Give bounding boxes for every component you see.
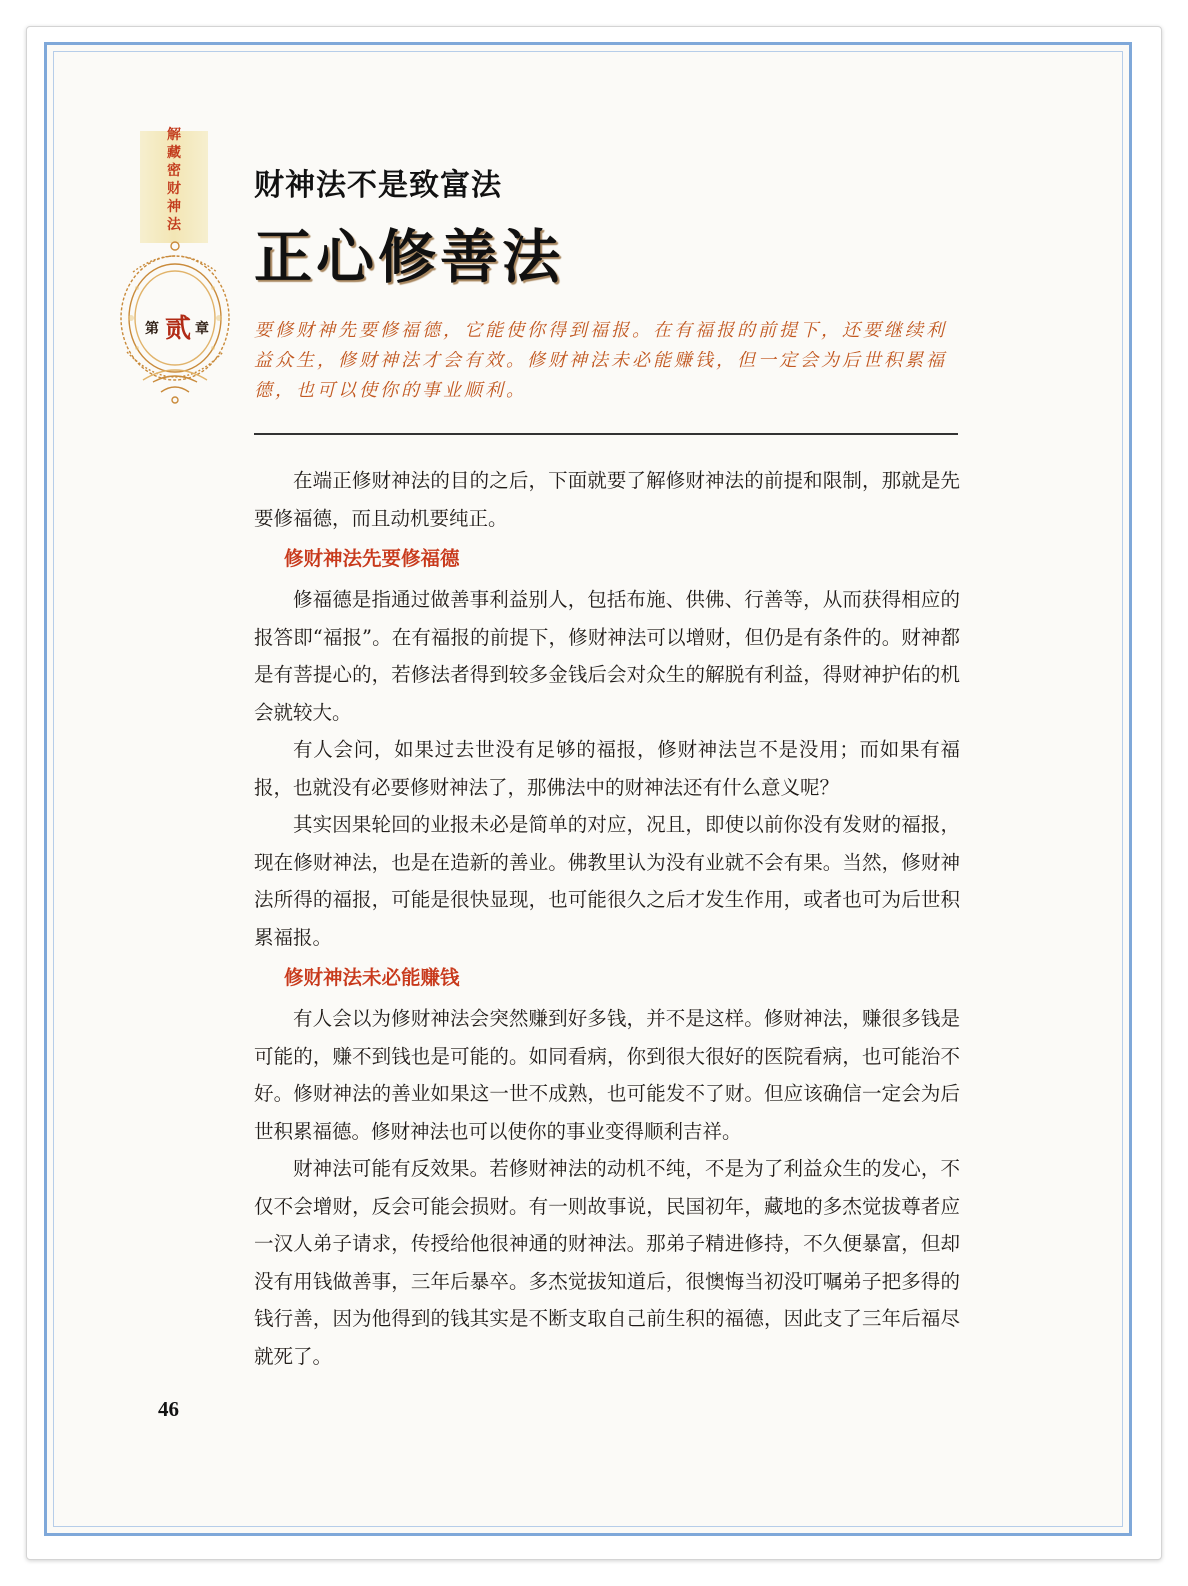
page-number: 46	[158, 1397, 179, 1421]
section-heading: 修财神法未必能赚钱	[284, 966, 460, 989]
section-title: 正心修善法	[254, 223, 565, 291]
chapter-suffix: 章	[195, 321, 209, 337]
section-heading: 修财神法先要修福德	[284, 547, 460, 570]
paragraph: 修福德是指通过做善事利益别人，包括布施、供佛、行善等，从而获得相应的报答即“福报”。在有福报的前提下，修财神法可以增财，但仍是有条件的。财神都是有菩提心的，若修法者得到较多金钱后会对众生的解脱有利益，得财神护佑的机会就较大。	[254, 588, 960, 724]
paragraph: 财神法可能有反效果。若修财神法的动机不纯，不是为了利益众生的发心，不仅不会增财，反会可能会损财。有一则故事说，民国初年，藏地的多杰觉拔尊者应一汉人弟子请求，传授给他很神通的财神法。那弟子精进修持，不久便暴富，但却没有用钱做善事，三年后暴卒。多杰觉拔知道后，很懊悔当初没叮嘱弟子把多得的钱行善，因为他得到的钱其实是不断支取自己前生积的福德，因此支了三年后福尽就死了。	[254, 1157, 960, 1368]
divider	[254, 433, 958, 435]
paragraph: 其实因果轮回的业报未必是简单的对应，况且，即使以前你没有发财的福报，现在修财神法，也是在造新的善业。佛教里认为没有业就不会有果。当然，修财神法所得的福报，可能是很快显现，也可能很久之后才发生作用，或者也可为后世积累福报。	[254, 813, 960, 949]
paragraph: 有人会以为修财神法会突然赚到好多钱，并不是这样。修财神法，赚很多钱是可能的，赚不到钱也是可能的。如同看病，你到很大很好的医院看病，也可能治不好。修财神法的善业如果这一世不成熟，也可能发不了财。但应该确信一定会为后世积累福德。修财神法也可以使你的事业变得顺利吉祥。	[254, 1007, 960, 1143]
paragraph: 有人会问，如果过去世没有足够的福报，修财神法岂不是没用；而如果有福报，也就没有必要修财神法了，那佛法中的财神法还有什么意义呢？	[254, 738, 960, 799]
intro-summary: 要修财神先要修福德，它能使你得到福报。在有福报的前提下，还要继续利益众生，修财神法才会有效。修财神法未必能赚钱，但一定会为后世积累福德，也可以使你的事业顺利。	[254, 320, 947, 401]
section-subtitle: 财神法不是致富法	[254, 168, 502, 203]
chapter-number: 贰	[165, 314, 192, 344]
paragraph: 在端正修财神法的目的之后，下面就要了解修财神法的前提和限制，那就是先要修福德，而且动机要纯正。	[254, 469, 960, 530]
chapter-prefix: 第	[145, 321, 159, 337]
side-label-text: 解藏密财神法	[167, 127, 181, 233]
body-text	[254, 462, 960, 1375]
chapter-label	[145, 312, 211, 342]
